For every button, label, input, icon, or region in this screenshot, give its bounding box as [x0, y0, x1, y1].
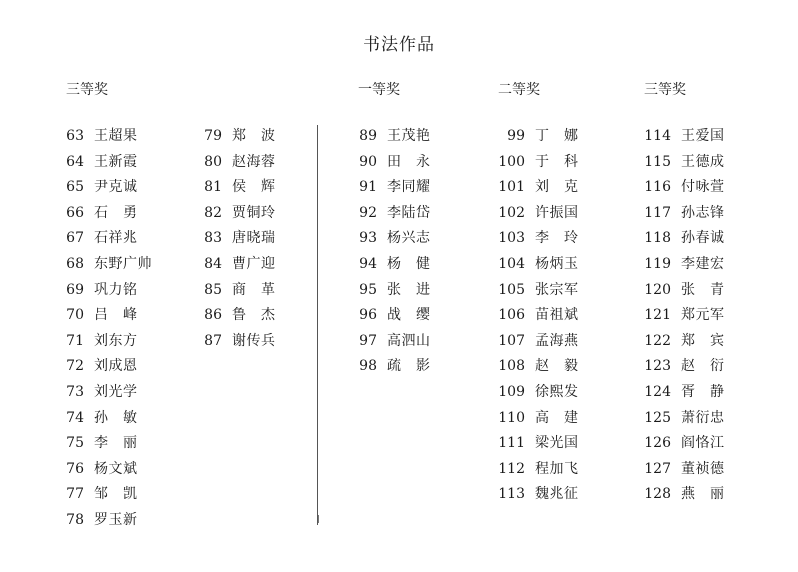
list-item	[497, 226, 579, 252]
entry-name: 魏兆征	[535, 486, 579, 503]
list-item	[643, 329, 725, 355]
entry-number: 99	[507, 128, 525, 144]
list-item	[357, 252, 431, 278]
entry-number: 81	[204, 179, 222, 196]
entry-name: 刘光学	[94, 383, 138, 400]
list-item	[643, 226, 725, 252]
list-item	[497, 354, 579, 380]
list-item	[357, 278, 431, 304]
entry-name: 王茂艳	[387, 128, 431, 144]
entry-name: 王爱国	[681, 128, 725, 144]
entry-number: 114	[644, 128, 671, 144]
entry-number: 124	[644, 383, 671, 400]
entry-number: 108	[498, 358, 525, 375]
list-item	[64, 482, 152, 508]
entry-name: 孙志锋	[681, 204, 725, 221]
list-item	[202, 201, 276, 227]
list-item	[643, 150, 725, 176]
list-item	[497, 457, 579, 483]
list-item	[497, 278, 579, 304]
entry-number: 87	[204, 332, 222, 349]
list-item	[357, 226, 431, 252]
list-item	[643, 457, 725, 483]
list-item	[497, 303, 579, 329]
entry-name: 罗玉新	[94, 511, 138, 528]
list-item	[64, 406, 152, 432]
entry-name: 董祯德	[681, 460, 725, 477]
entry-number: 82	[204, 204, 222, 221]
page-title: 书法作品	[363, 35, 435, 55]
entry-name: 付咏萱	[681, 179, 725, 196]
list-item	[202, 226, 276, 252]
entry-number: 80	[204, 153, 222, 170]
entry-number: 126	[644, 435, 671, 452]
entry-number: 105	[498, 281, 525, 298]
entry-name: 赵 毅	[535, 358, 579, 375]
entry-name: 程加飞	[535, 460, 579, 477]
entry-number: 113	[498, 486, 525, 503]
entry-number: 65	[66, 179, 84, 196]
entry-number: 122	[644, 332, 671, 349]
entry-name: 苗祖斌	[535, 307, 579, 324]
list-item	[64, 508, 152, 534]
entry-number: 67	[66, 230, 84, 247]
entry-name: 阎恪江	[681, 435, 725, 452]
entry-name: 邹 凯	[94, 486, 138, 503]
list-item	[357, 150, 431, 176]
list-item	[64, 457, 152, 483]
entry-number: 119	[644, 255, 671, 272]
name-column-2	[202, 124, 276, 354]
entry-number: 92	[359, 204, 377, 221]
entry-name: 杨文斌	[94, 460, 138, 477]
entry-number: 70	[66, 307, 84, 324]
list-item	[643, 175, 725, 201]
list-item	[643, 482, 725, 508]
list-item	[497, 175, 579, 201]
entry-number: 117	[644, 204, 671, 221]
list-item	[497, 201, 579, 227]
list-item	[64, 303, 152, 329]
entry-name: 徐熙发	[535, 383, 579, 400]
entry-name: 唐晓瑞	[232, 230, 276, 247]
list-item	[202, 252, 276, 278]
entry-number: 100	[498, 153, 525, 170]
entry-number: 118	[644, 230, 671, 247]
entry-number: 64	[66, 153, 84, 170]
list-item	[357, 303, 431, 329]
list-item	[643, 124, 725, 150]
list-item	[497, 124, 579, 150]
entry-name: 李 玲	[535, 230, 579, 247]
section-heading-third-prize-left: 三等奖	[66, 82, 108, 98]
entry-name: 梁光国	[535, 435, 579, 452]
entry-name: 高 建	[535, 409, 579, 426]
entry-number: 116	[644, 179, 671, 196]
entry-name: 高泗山	[387, 332, 431, 349]
entry-number: 110	[498, 409, 525, 426]
list-item	[497, 406, 579, 432]
entry-number: 128	[644, 486, 671, 503]
entry-name: 巩力铭	[94, 281, 138, 298]
entry-number: 89	[359, 128, 377, 144]
entry-number: 77	[66, 486, 84, 503]
entry-name: 谢传兵	[232, 332, 276, 349]
entry-name: 杨 健	[387, 255, 431, 272]
list-item	[643, 431, 725, 457]
section-heading-third-prize-right: 三等奖	[644, 82, 686, 98]
list-item	[202, 150, 276, 176]
entry-name: 燕 丽	[681, 486, 725, 503]
list-item	[643, 278, 725, 304]
entry-name: 张宗军	[535, 281, 579, 298]
entry-number: 98	[359, 358, 377, 375]
list-item	[497, 329, 579, 355]
entry-number: 75	[66, 435, 84, 452]
entry-name: 石 勇	[94, 204, 138, 221]
list-item	[64, 278, 152, 304]
entry-number: 127	[644, 460, 671, 477]
entry-number: 95	[359, 281, 377, 298]
entry-number: 66	[66, 204, 84, 221]
entry-number: 78	[66, 511, 84, 528]
entry-number: 69	[66, 281, 84, 298]
entry-name: 战 缨	[387, 307, 431, 324]
section-heading-first-prize: 一等奖	[358, 82, 400, 98]
entry-name: 萧衍忠	[681, 409, 725, 426]
entry-name: 贾铜玲	[232, 204, 276, 221]
entry-number: 123	[644, 358, 671, 375]
entry-name: 张 进	[387, 281, 431, 298]
list-item	[643, 201, 725, 227]
entry-number: 121	[644, 307, 671, 324]
entry-number: 72	[66, 358, 84, 375]
entry-number: 63	[66, 128, 84, 144]
entry-name: 孙春诚	[681, 230, 725, 247]
entry-name: 鲁 杰	[232, 307, 276, 324]
list-item	[64, 175, 152, 201]
entry-number: 86	[204, 307, 222, 324]
entry-name: 疏 影	[387, 358, 431, 375]
entry-name: 石祥兆	[94, 230, 138, 247]
list-item	[497, 252, 579, 278]
name-column-3	[357, 124, 431, 380]
list-item	[357, 175, 431, 201]
list-item	[202, 175, 276, 201]
entry-name: 刘东方	[94, 332, 138, 349]
entry-number: 96	[359, 307, 377, 324]
entry-name: 张 青	[681, 281, 725, 298]
entry-number: 120	[644, 281, 671, 298]
entry-number: 94	[359, 255, 377, 272]
entry-name: 王德成	[681, 153, 725, 170]
entry-name: 刘成恩	[94, 358, 138, 375]
list-item	[64, 226, 152, 252]
list-item	[64, 201, 152, 227]
list-item	[202, 124, 276, 150]
list-item	[643, 252, 725, 278]
list-item	[643, 406, 725, 432]
entry-name: 杨兴志	[387, 230, 431, 247]
entry-name: 许振国	[535, 204, 579, 221]
entry-name: 赵 衍	[681, 358, 725, 375]
entry-name: 李陆岱	[387, 204, 431, 221]
entry-number: 107	[498, 332, 525, 349]
entry-number: 91	[359, 179, 377, 196]
entry-number: 84	[204, 255, 222, 272]
entry-name: 刘 克	[535, 179, 579, 196]
entry-name: 李 丽	[94, 435, 138, 452]
list-item	[64, 329, 152, 355]
list-item	[64, 150, 152, 176]
entry-number: 111	[498, 435, 525, 452]
list-item	[357, 329, 431, 355]
entry-name: 丁 娜	[535, 128, 579, 144]
entry-name: 王新霞	[94, 153, 138, 170]
entry-name: 赵海蓉	[232, 153, 276, 170]
name-column-5	[643, 124, 725, 508]
list-item	[497, 482, 579, 508]
entry-name: 杨炳玉	[535, 255, 579, 272]
list-item	[643, 354, 725, 380]
entry-name: 侯 辉	[232, 179, 276, 196]
entry-number: 71	[66, 332, 84, 349]
entry-name: 于 科	[535, 153, 579, 170]
list-item	[64, 431, 152, 457]
name-column-4	[497, 124, 579, 508]
entry-number: 112	[498, 460, 525, 477]
entry-number: 74	[66, 409, 84, 426]
entry-number: 97	[359, 332, 377, 349]
entry-name: 李同耀	[387, 179, 431, 196]
entry-number: 83	[204, 230, 222, 247]
list-item	[64, 252, 152, 278]
entry-name: 曹广迎	[232, 255, 276, 272]
entry-name: 胥 静	[681, 383, 725, 400]
entry-name: 王超果	[94, 128, 138, 144]
entry-number: 106	[498, 307, 525, 324]
list-item	[357, 201, 431, 227]
entry-number: 85	[204, 281, 222, 298]
list-item	[64, 124, 152, 150]
entry-name: 孙 敏	[94, 409, 138, 426]
entry-number: 109	[498, 383, 525, 400]
entry-name: 商 革	[232, 281, 276, 298]
entry-number: 93	[359, 230, 377, 247]
entry-number: 115	[644, 153, 671, 170]
list-item	[202, 278, 276, 304]
entry-name: 郑 波	[232, 128, 276, 144]
entry-number: 73	[66, 383, 84, 400]
entry-name: 郑元军	[681, 307, 725, 324]
name-column-1	[64, 124, 152, 534]
entry-number: 102	[498, 204, 525, 221]
entry-number: 68	[66, 255, 84, 272]
list-item	[357, 124, 431, 150]
entry-number: 101	[498, 179, 525, 196]
divider-tick	[318, 515, 319, 523]
entry-number: 76	[66, 460, 84, 477]
entry-number: 79	[204, 128, 222, 144]
section-heading-second-prize: 二等奖	[498, 82, 540, 98]
entry-name: 尹克诚	[94, 179, 138, 196]
entry-name: 李建宏	[681, 255, 725, 272]
list-item	[202, 329, 276, 355]
list-item	[202, 303, 276, 329]
list-item	[497, 150, 579, 176]
entry-name: 吕 峰	[94, 307, 138, 324]
list-item	[357, 354, 431, 380]
entry-name: 田 永	[387, 153, 431, 170]
list-item	[64, 354, 152, 380]
list-item	[497, 431, 579, 457]
entry-number: 90	[359, 153, 377, 170]
list-item	[643, 380, 725, 406]
list-item	[64, 380, 152, 406]
list-item	[643, 303, 725, 329]
entry-name: 郑 宾	[681, 332, 725, 349]
entry-number: 103	[498, 230, 525, 247]
entry-number: 125	[644, 409, 671, 426]
entry-name: 东野广帅	[94, 255, 152, 272]
column-divider	[317, 125, 318, 525]
entry-name: 孟海燕	[535, 332, 579, 349]
list-item	[497, 380, 579, 406]
entry-number: 104	[498, 255, 525, 272]
